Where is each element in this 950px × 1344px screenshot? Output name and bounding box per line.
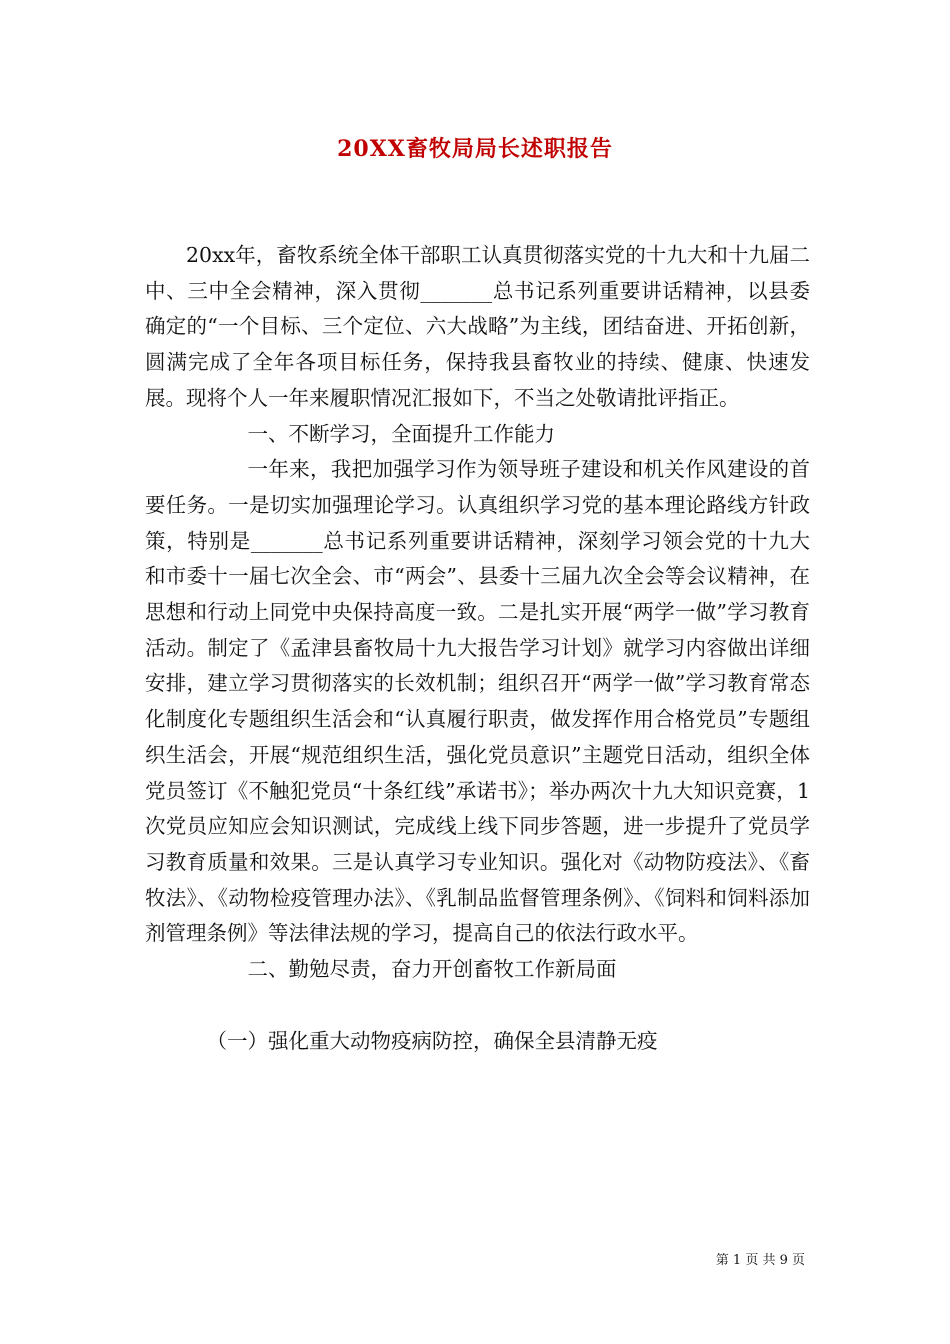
section-heading-1: 一、不断学习，全面提升工作能力 — [247, 421, 555, 446]
document-body — [145, 238, 810, 1059]
section-1-paragraph: 一年来，我把加强学习作为领导班子建设和机关作风建设的首要任务。一是切实加强理论学习。认真组织学习党的基本理论路线方针政策，特别是_______总书记系列重要讲话精神，深刻学习领会党的十九大和市委十一届七次全会、市“两会”、县委十三届九次全会等会议精神，在思想和行动上同党中央保持高度一致。二是扎实开展“两学一做”学习教育活动。制定了《孟津县畜牧局十九大报告学习计划》就学习内容做出详细安排，建立学习贯彻落实的长效机制；组织召开“两学一做”学习教育常态化制度化专题组织生活会和“认真履行职责，做发挥作用合格党员”专题组织生活会，开展“规范组织生活，强化党员意识”主题党日活动，组织全体党员签订《不触犯党员“十条红线”承诺书》；举办两次十九大知识竞赛，1次党员应知应会知识测试，完成线上线下同步答题，进一步提升了党员学习教育质量和效果。三是认真学习专业知识。强化对《动物防疫法》、《畜牧法》、《动物检疫管理办法》、《乳制品监督管理条例》、《饲料和饲料添加剂管理条例》等法律法规的学习，提高自己的依法行政水平。 — [145, 457, 810, 946]
document-title: 20XX畜牧局局长述职报告 — [337, 136, 613, 162]
section-heading-2: 二、勤勉尽责，奋力开创畜牧工作新局面 — [247, 957, 617, 982]
subsection-heading-1: （一）强化重大动物疫病防控，确保全县清静无疫 — [206, 1028, 658, 1053]
page-number: 第 1 页 共 9 页 — [715, 1253, 805, 1268]
intro-paragraph: 20xx年，畜牧系统全体干部职工认真贯彻落实党的十九大和十九届二中、三中全会精神，深入贯彻_______总书记系列重要讲话精神，以县委确定的“一个目标、三个定位、六大战略”为主线，团结奋进、开拓创新，圆满完成了全年各项目标任务，保持我县畜牧业的持续、健康、快速发展。现将个人一年来履职情况汇报如下，不当之处敬请批评指正。 — [145, 243, 810, 410]
